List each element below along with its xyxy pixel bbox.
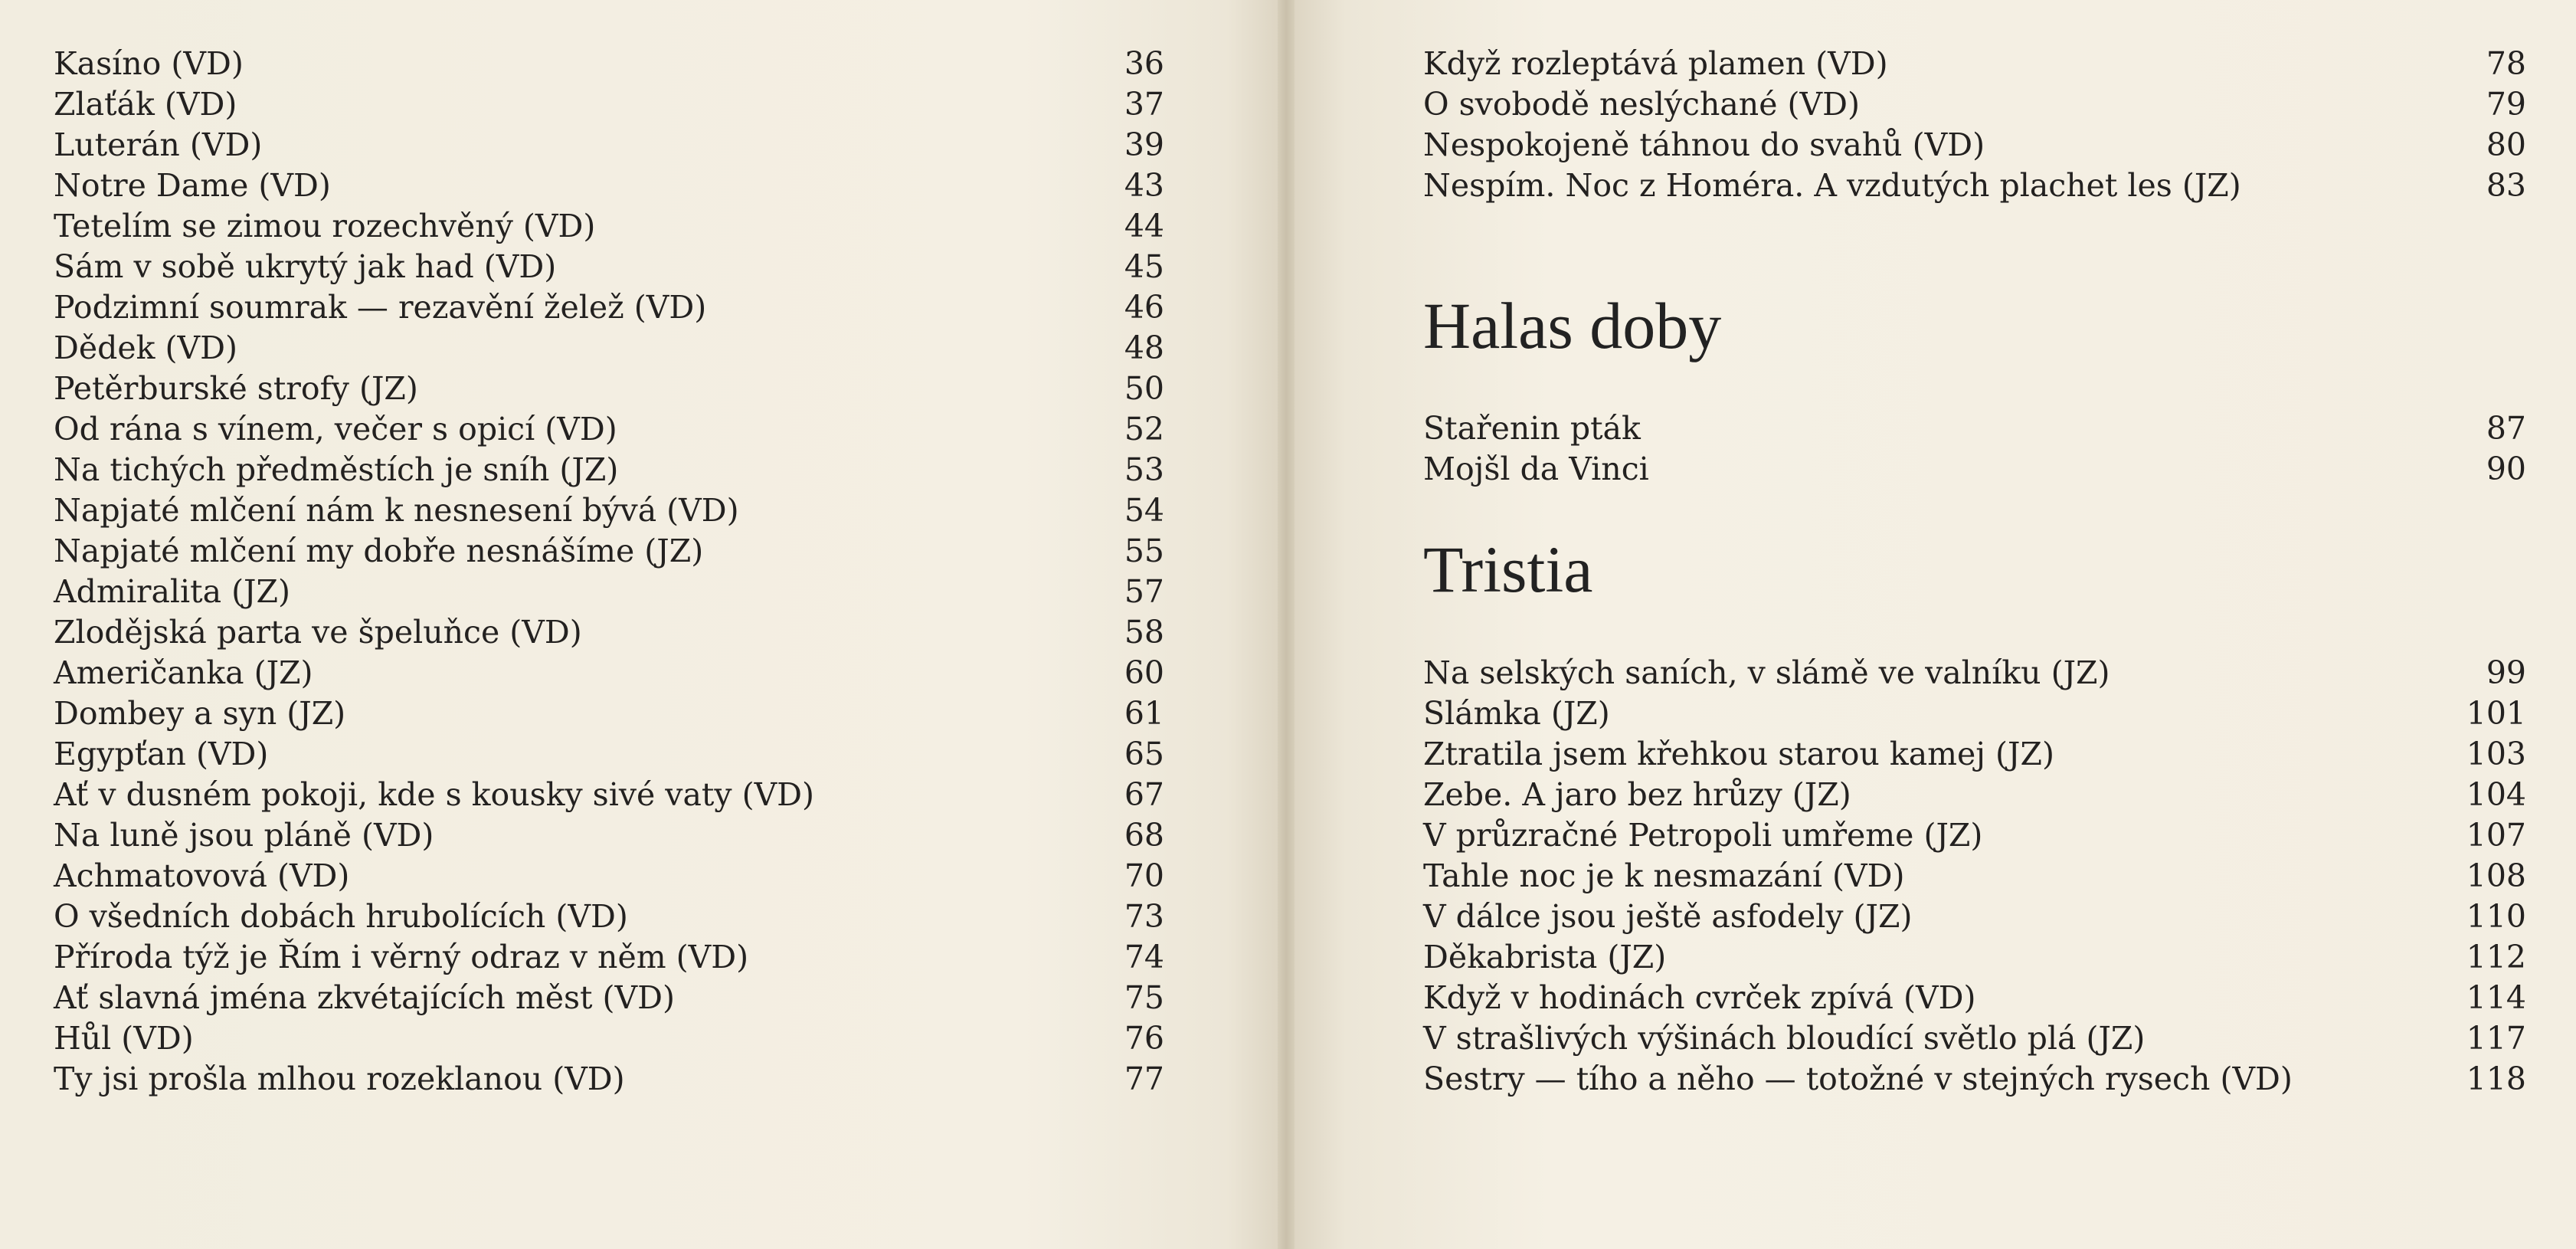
toc-entry-page-number: 108: [2466, 857, 2526, 894]
right-toc-top-list: [1423, 44, 2526, 206]
toc-entry-title: Nespím. Noc z Homéra. A vzdutých plachet les (JZ): [1423, 167, 2241, 204]
toc-entry: [1423, 815, 2526, 856]
toc-entry-page-number: 36: [1124, 45, 1164, 82]
toc-entry-page-number: 57: [1124, 573, 1164, 610]
toc-entry-page-number: 77: [1124, 1061, 1164, 1097]
toc-entry-title: O svobodě neslýchané (VD): [1423, 86, 1860, 123]
toc-entry-page-number: 80: [2486, 126, 2526, 163]
toc-entry-page-number: 39: [1124, 126, 1164, 163]
toc-entry-title: Když v hodinách cvrček zpívá (VD): [1423, 979, 1976, 1016]
toc-entry-title: Slámka (JZ): [1423, 695, 1610, 732]
toc-entry-page-number: 87: [2486, 410, 2526, 447]
toc-entry: [1423, 775, 2526, 815]
toc-entry-title: V dálce jsou ještě asfodely (JZ): [1423, 898, 1913, 935]
toc-entry-page-number: 55: [1124, 533, 1164, 569]
toc-entry: [54, 44, 1164, 84]
toc-entry-title: Stařenin pták: [1423, 410, 1641, 447]
section-heading-tristia: Tristia: [1423, 533, 1593, 606]
toc-entry: [1423, 449, 2526, 490]
toc-entry-title: Kasíno (VD): [54, 45, 244, 82]
toc-entry: [54, 84, 1164, 125]
toc-entry-page-number: 61: [1124, 695, 1164, 732]
toc-entry-title: Tetelím se zimou rozechvěný (VD): [54, 208, 596, 244]
toc-entry: [54, 815, 1164, 856]
toc-entry-page-number: 90: [2486, 451, 2526, 487]
toc-entry: [1423, 84, 2526, 125]
toc-entry: [54, 328, 1164, 369]
toc-entry: [1423, 978, 2526, 1018]
toc-entry-page-number: 83: [2486, 167, 2526, 204]
toc-entry-title: Nespokojeně táhnou do svahů (VD): [1423, 126, 1985, 163]
toc-entry-title: Sestry — tího a něho — totožné v stejných rysech (VD): [1423, 1061, 2293, 1097]
toc-entry: [54, 572, 1164, 612]
left-toc-list: [54, 44, 1164, 1100]
toc-entry: [1423, 653, 2526, 693]
toc-entry-page-number: 101: [2466, 695, 2526, 732]
toc-entry-page-number: 46: [1124, 289, 1164, 326]
toc-entry-title: Zebe. A jaro bez hrůzy (JZ): [1423, 776, 1851, 813]
toc-entry-page-number: 112: [2466, 939, 2526, 975]
toc-entry: [54, 490, 1164, 531]
section-heading-halas-doby: Halas doby: [1423, 289, 1722, 362]
toc-entry-page-number: 78: [2486, 45, 2526, 82]
toc-entry: [54, 369, 1164, 409]
toc-entry: [54, 653, 1164, 693]
toc-entry-page-number: 50: [1124, 370, 1164, 407]
toc-entry-page-number: 114: [2466, 979, 2526, 1016]
toc-entry-title: Napjaté mlčení my dobře nesnášíme (JZ): [54, 533, 704, 569]
toc-entry: [54, 206, 1164, 247]
toc-entry: [54, 856, 1164, 897]
toc-entry: [54, 531, 1164, 572]
toc-entry: [54, 409, 1164, 450]
toc-entry: [54, 693, 1164, 734]
toc-entry: [1423, 693, 2526, 734]
toc-entry-title: Ať v dusném pokoji, kde s kousky sivé vaty (VD): [54, 776, 815, 813]
toc-entry: [54, 978, 1164, 1018]
toc-entry-title: Napjaté mlčení nám k nesnesení bývá (VD): [54, 492, 739, 529]
toc-entry-title: Notre Dame (VD): [54, 167, 331, 204]
section-list-tristia: [1423, 653, 2526, 1100]
toc-entry: [54, 612, 1164, 653]
toc-entry-title: Zlodějská parta ve špeluňce (VD): [54, 614, 582, 651]
toc-entry-title: Luterán (VD): [54, 126, 263, 163]
toc-entry-title: O všedních dobách hrubolících (VD): [54, 898, 628, 935]
toc-entry-page-number: 60: [1124, 654, 1164, 691]
toc-entry-title: V strašlivých výšinách bloudící světlo plá (JZ): [1423, 1020, 2146, 1057]
toc-entry-title: V průzračné Petropoli umřeme (JZ): [1423, 817, 1983, 854]
toc-entry-title: Dombey a syn (JZ): [54, 695, 346, 732]
toc-entry-title: Hůl (VD): [54, 1020, 194, 1057]
toc-entry-page-number: 118: [2466, 1061, 2526, 1097]
toc-entry-page-number: 74: [1124, 939, 1164, 975]
toc-entry: [54, 247, 1164, 287]
toc-entry-page-number: 37: [1124, 86, 1164, 123]
toc-entry: [54, 734, 1164, 775]
toc-entry-page-number: 54: [1124, 492, 1164, 529]
toc-entry-title: Když rozleptává plamen (VD): [1423, 45, 1888, 82]
toc-entry: [1423, 44, 2526, 84]
toc-entry: [54, 897, 1164, 937]
toc-entry: [1423, 734, 2526, 775]
toc-entry: [54, 450, 1164, 490]
toc-entry-title: Ty jsi prošla mlhou rozeklanou (VD): [54, 1061, 625, 1097]
toc-entry-page-number: 70: [1124, 857, 1164, 894]
toc-entry-page-number: 44: [1124, 208, 1164, 244]
toc-entry-page-number: 58: [1124, 614, 1164, 651]
toc-entry: [1423, 937, 2526, 978]
toc-entry: [54, 775, 1164, 815]
toc-entry-page-number: 76: [1124, 1020, 1164, 1057]
toc-entry: [54, 1059, 1164, 1100]
toc-entry-page-number: 45: [1124, 248, 1164, 285]
toc-entry-page-number: 79: [2486, 86, 2526, 123]
toc-entry: [1423, 1059, 2526, 1100]
toc-entry-title: Ztratila jsem křehkou starou kamej (JZ): [1423, 736, 2054, 772]
toc-entry: [1423, 897, 2526, 937]
toc-entry-page-number: 73: [1124, 898, 1164, 935]
toc-entry-page-number: 104: [2466, 776, 2526, 813]
toc-entry-page-number: 99: [2486, 654, 2526, 691]
toc-entry: [54, 166, 1164, 206]
toc-entry-page-number: 52: [1124, 411, 1164, 447]
toc-entry-page-number: 68: [1124, 817, 1164, 854]
toc-entry: [1423, 856, 2526, 897]
toc-entry-title: Mojšl da Vinci: [1423, 451, 1649, 487]
toc-entry: [1423, 125, 2526, 166]
toc-entry-page-number: 67: [1124, 776, 1164, 813]
toc-entry-page-number: 117: [2466, 1020, 2526, 1057]
toc-entry: [1423, 408, 2526, 449]
toc-entry-title: Admiralita (JZ): [54, 573, 290, 610]
toc-entry: [54, 937, 1164, 978]
toc-entry-page-number: 43: [1124, 167, 1164, 204]
section-list-halas-doby: [1423, 408, 2526, 490]
toc-entry-title: Dědek (VD): [54, 329, 237, 366]
toc-entry-page-number: 110: [2466, 898, 2526, 935]
toc-entry-page-number: 103: [2466, 736, 2526, 772]
toc-entry: [54, 1018, 1164, 1059]
toc-entry-page-number: 75: [1124, 979, 1164, 1016]
toc-entry: [1423, 1018, 2526, 1059]
toc-entry-title: Tahle noc je k nesmazání (VD): [1423, 857, 1905, 894]
toc-entry-title: Egypťan (VD): [54, 736, 269, 772]
toc-entry-title: Achmatovová (VD): [54, 857, 350, 894]
toc-entry-title: Na luně jsou pláně (VD): [54, 817, 434, 854]
toc-entry: [54, 287, 1164, 328]
toc-entry-page-number: 48: [1124, 329, 1164, 366]
toc-entry-page-number: 65: [1124, 736, 1164, 772]
toc-entry-title: Podzimní soumrak — rezavění želež (VD): [54, 289, 707, 326]
toc-entry: [1423, 166, 2526, 206]
toc-entry-page-number: 53: [1124, 451, 1164, 488]
toc-entry-title: Ať slavná jména zkvétajících měst (VD): [54, 979, 676, 1016]
toc-entry-title: Na selských saních, v slámě ve valníku (JZ): [1423, 654, 2110, 691]
toc-entry: [54, 125, 1164, 166]
toc-entry-page-number: 107: [2466, 817, 2526, 854]
toc-entry-title: Zlaťák (VD): [54, 86, 237, 123]
toc-entry-title: Děkabrista (JZ): [1423, 939, 1667, 975]
toc-entry-title: Od rána s vínem, večer s opicí (VD): [54, 411, 617, 447]
toc-entry-title: Petěrburské strofy (JZ): [54, 370, 418, 407]
toc-entry-title: Příroda týž je Řím i věrný odraz v něm (VD): [54, 939, 749, 975]
book-gutter: [1278, 0, 1295, 1249]
toc-entry-title: Američanka (JZ): [54, 654, 313, 691]
toc-entry-title: Sám v sobě ukrytý jak had (VD): [54, 248, 557, 285]
toc-entry-title: Na tichých předměstích je sníh (JZ): [54, 451, 619, 488]
